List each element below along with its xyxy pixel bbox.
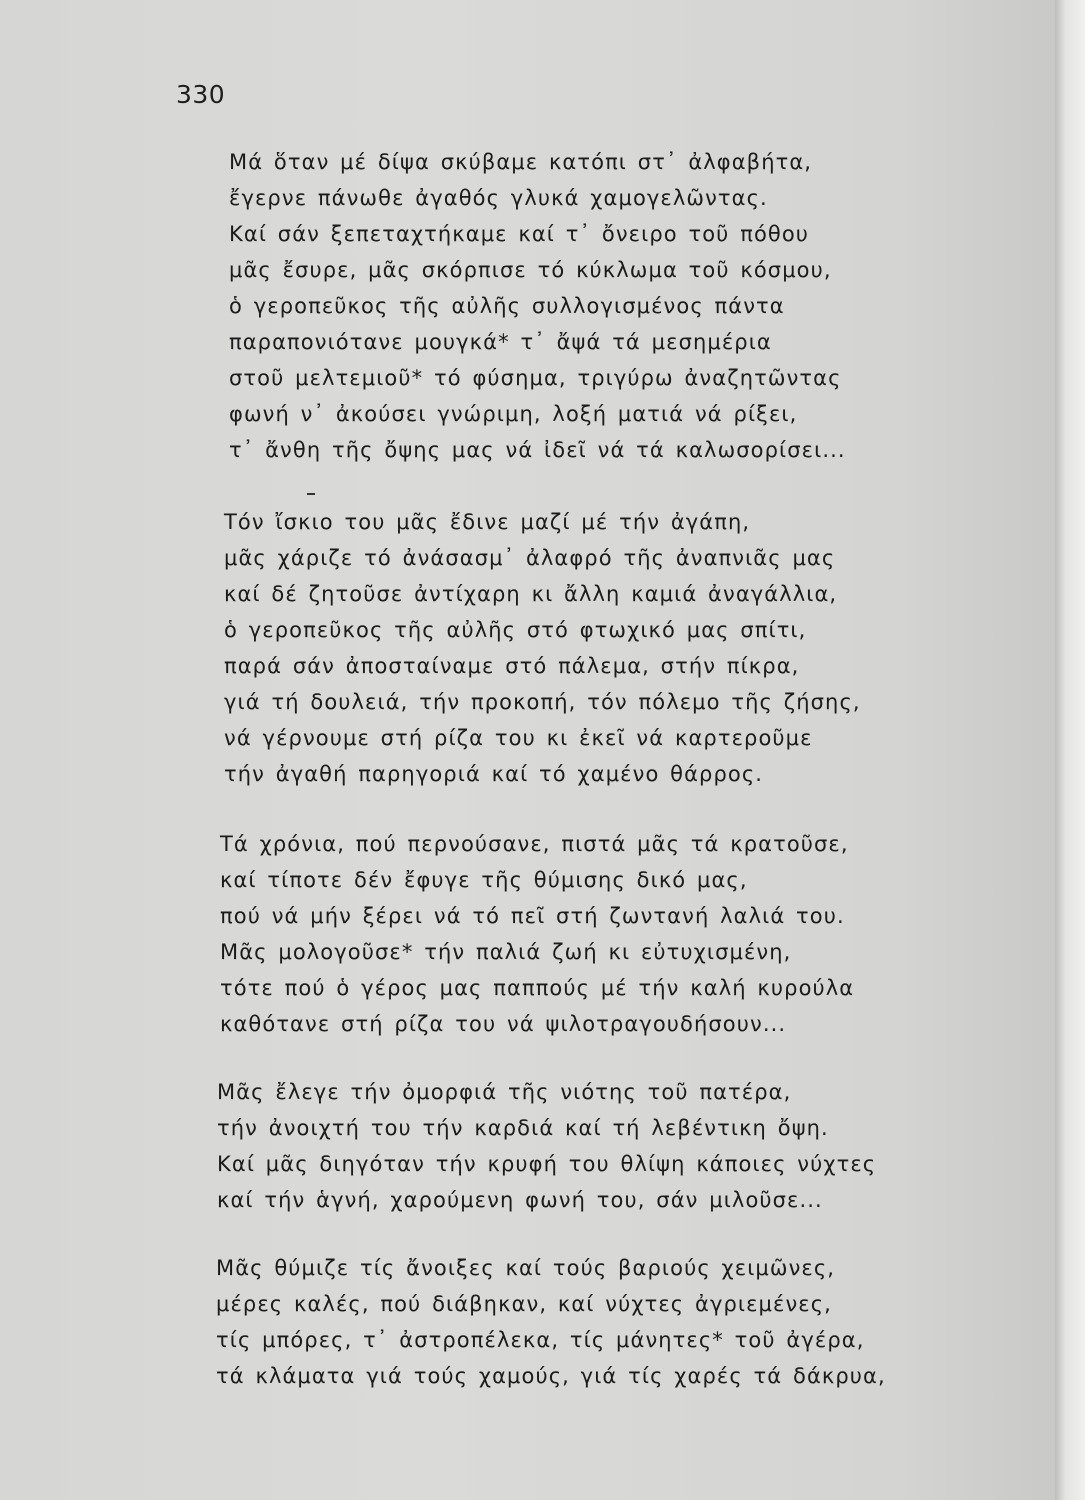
verse-line: πού νά μήν ξέρει νά τό πεῖ στή ζωντανή λαλιά του.: [220, 904, 845, 928]
verse-line: μᾶς ἔσυρε, μᾶς σκόρπισε τό κύκλωμα τοῦ κόσμου,: [229, 258, 832, 282]
stanza-divider: [307, 493, 315, 495]
verse-line: παραπονιότανε μουγκά* τ᾽ ἄψά τά μεσημέρια: [229, 330, 772, 354]
verse-line: νά γέρνουμε στή ρίζα του κι ἐκεῖ νά καρτεροῦμε: [224, 726, 813, 750]
verse-line: καί δέ ζητοῦσε ἀντίχαρη κι ἄλλη καμιά ἀναγάλλια,: [224, 582, 838, 606]
verse-line: παρά σάν ἀποσταίναμε στό πάλεμα, στήν πίκρα,: [224, 654, 800, 678]
verse-line: στοῦ μελτεμιοῦ* τό φύσημα, τριγύρω ἀναζητῶντας: [229, 366, 842, 390]
verse-line: ὁ γεροπεῦκος τῆς αὐλῆς στό φτωχικό μας σπίτι,: [224, 618, 807, 642]
verse-line: Μᾶς μολογοῦσε* τήν παλιά ζωή κι εὐτυχισμένη,: [220, 940, 792, 964]
verse-line: τήν ἀγαθή παρηγοριά καί τό χαμένο θάρρος.: [224, 762, 764, 786]
page-number: 330: [176, 80, 226, 109]
verse-line: Μᾶς θύμιζε τίς ἄνοιξες καί τούς βαριούς χειμῶνες,: [216, 1256, 836, 1280]
verse-line: τίς μπόρες, τ᾽ ἀστροπέλεκα, τίς μάνητες* τοῦ ἀγέρα,: [216, 1328, 865, 1352]
verse-line: καί τίποτε δέν ἔφυγε τῆς θύμισης δικό μας,: [220, 868, 748, 892]
verse-line: Μᾶς ἔλεγε τήν ὀμορφιά τῆς νιότης τοῦ πατέρα,: [217, 1080, 792, 1104]
verse-line: Καί μᾶς διηγόταν τήν κρυφή του θλίψη κάποιες νύχτες: [217, 1152, 877, 1176]
verse-line: μέρες καλές, πού διάβηκαν, καί νύχτες ἀγριεμένες,: [216, 1292, 832, 1316]
verse-line: καί τήν ἁγνή, χαρούμενη φωνή του, σάν μιλοῦσε...: [217, 1188, 823, 1212]
verse-line: γιά τή δουλειά, τήν προκοπή, τόν πόλεμο τῆς ζήσης,: [224, 690, 861, 714]
verse-line: τήν ἀνοιχτή του τήν καρδιά καί τή λεβέντικη ὄψη.: [217, 1116, 829, 1140]
verse-line: ἔγερνε πάνωθε ἀγαθός γλυκά χαμογελῶντας.: [229, 186, 768, 210]
verse-line: Τόν ἴσκιο του μᾶς ἔδινε μαζί μέ τήν ἀγάπη,: [224, 510, 751, 534]
verse-line: φωνή ν᾽ ἀκούσει γνώριμη, λοξή ματιά νά ρίξει,: [229, 402, 798, 426]
verse-line: Τά χρόνια, πού περνούσανε, πιστά μᾶς τά κρατοῦσε,: [220, 832, 849, 856]
verse-line: ὁ γεροπεῦκος τῆς αὐλῆς συλλογισμένος πάντα: [229, 294, 785, 318]
verse-line: τότε πού ὁ γέρος μας παππούς μέ τήν καλή κυρούλα: [220, 976, 855, 1000]
verse-line: Μά ὅταν μέ δίψα σκύβαμε κατόπι στ᾽ ἀλφαβήτα,: [229, 150, 813, 174]
page-edge-shadow: [1055, 0, 1085, 1500]
verse-line: μᾶς χάριζε τό ἀνάσασμ᾽ ἀλαφρό τῆς ἀναπνιᾶς μας: [224, 546, 836, 570]
verse-line: Καί σάν ξεπεταχτήκαμε καί τ᾽ ὄνειρο τοῦ πόθου: [229, 222, 810, 246]
verse-line: τ᾽ ἄνθη τῆς ὄψης μας νά ἰδεῖ νά τά καλωσορίσει...: [229, 438, 846, 462]
verse-line: καθότανε στή ρίζα του νά ψιλοτραγουδήσουν...: [220, 1012, 787, 1036]
verse-line: τά κλάματα γιά τούς χαμούς, γιά τίς χαρές τά δάκρυα,: [216, 1364, 886, 1388]
